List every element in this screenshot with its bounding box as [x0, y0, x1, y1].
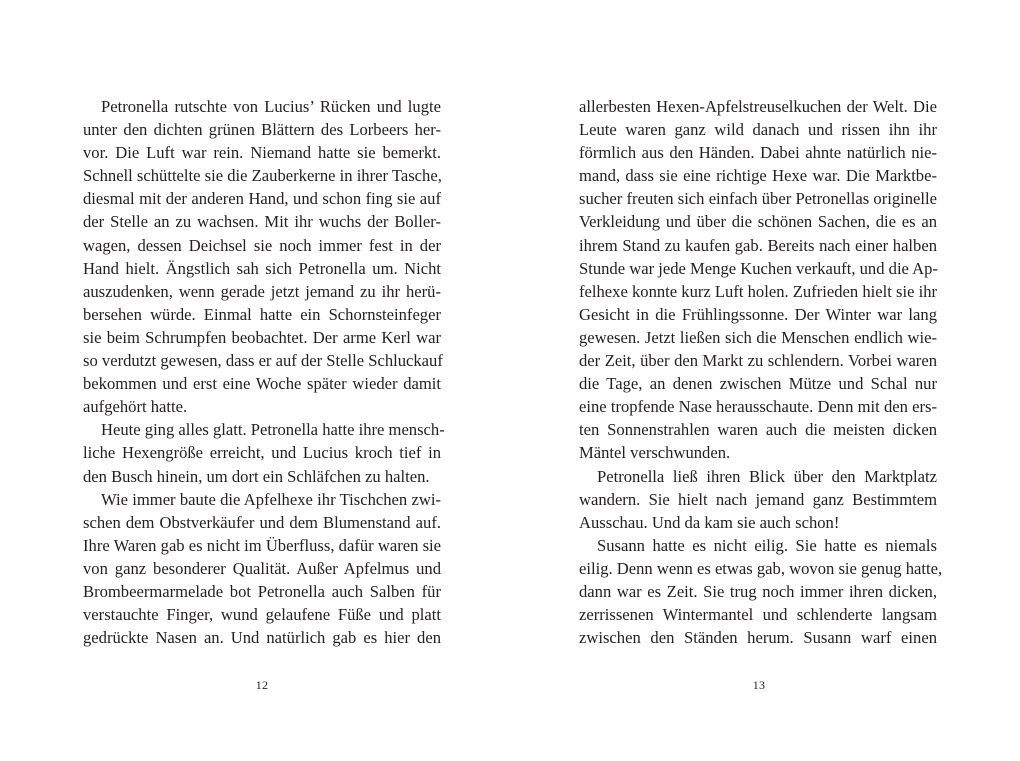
paragraph [579, 534, 943, 649]
text-line: mand, dass sie eine richtige Hexe war. Die Marktbe- [579, 166, 937, 186]
text-line: zerrissenen Wintermantel und schlenderte langsam [579, 605, 937, 625]
text-line: wagen, dessen Deichsel sie noch immer fest in der [83, 235, 441, 255]
text-line: Ihre Waren gab es nicht im Überfluss, dafür waren sie [83, 535, 441, 555]
paragraph [83, 418, 445, 487]
text-line: gedrückte Nasen an. Und natürlich gab es hier den [83, 628, 441, 648]
right-page-number: 13 [752, 678, 766, 692]
text-line: Gesicht in die Frühlingssonne. Der Winter war lang [579, 304, 937, 324]
paragraph [83, 95, 441, 418]
text-line: liche Hexengröße erreicht, und Lucius kroch tief in [83, 443, 441, 463]
right-page-text [579, 95, 943, 649]
text-line: Leute waren ganz wild danach und rissen ihn ihr [579, 120, 937, 140]
text-line: Mäntel verschwunden. [579, 443, 731, 463]
text-line: so verdutzt gewesen, dass er auf der Stelle Schluckauf [83, 351, 443, 371]
text-line: allerbesten Hexen-Apfelstreuselkuchen der Welt. Die [579, 97, 937, 116]
text-line: der Zeit, über den Markt zu schlendern. Vorbei waren [579, 351, 937, 371]
text-line: Verkleidung und über die schönen Sachen, die es an [579, 212, 937, 232]
text-line: Ausschau. Und da kam sie auch schon! [579, 512, 840, 532]
text-line: Hand hielt. Ängstlich sah sich Petronella um. Nicht [83, 258, 441, 278]
text-line: den Busch hinein, um dort ein Schläfchen zu halten. [83, 466, 430, 486]
left-page-number: 12 [255, 678, 269, 692]
text-line: der Stelle an zu wachsen. Mit ihr wuchs der Boller- [83, 212, 441, 232]
text-line: Heute ging alles glatt. Petronella hatte ihre mensch- [101, 420, 445, 440]
text-line: förmlich aus den Händen. Dabei ahnte natürlich nie- [579, 143, 937, 163]
text-line: ten Sonnenstrahlen waren auch die meisten dicken [579, 420, 937, 440]
text-line: bersehen würde. Einmal hatte ein Schornsteinfeger [83, 304, 441, 324]
text-line: wandern. Sie hielt nach jemand ganz Bestimmtem [579, 489, 937, 509]
text-line: gewesen. Jetzt ließen sich die Menschen endlich wie- [579, 327, 937, 347]
text-line: von ganz besonderer Qualität. Außer Apfelmus und [83, 558, 441, 578]
text-line: verstauchte Finger, wund gelaufene Füße und platt [83, 605, 441, 625]
text-line: die Tage, an denen zwischen Mütze und Schal nur [579, 374, 937, 394]
text-line: unter den dichten grünen Blättern des Lorbeers her- [83, 120, 441, 140]
paragraph [579, 465, 937, 534]
paragraph [579, 95, 937, 465]
text-line: Petronella rutschte von Lucius’ Rücken und lugte [101, 97, 441, 116]
text-line: zwischen den Ständen herum. Susann warf einen [579, 628, 937, 648]
text-line: Stunde war jede Menge Kuchen verkauft, und die Ap- [579, 258, 938, 278]
text-line: Brombeermarmelade bot Petronella auch Salben für [83, 581, 441, 601]
text-line: auszudenken, wenn gerade jetzt jemand zu ihr herü- [83, 281, 441, 301]
text-line: Schnell schüttelte sie die Zauberkerne in ihrer Tasche, [83, 166, 442, 186]
text-line: aufgehört hatte. [83, 397, 188, 417]
text-line: schen dem Obstverkäufer und dem Blumenstand auf. [83, 512, 441, 532]
text-line: diesmal mit der anderen Hand, und schon fing sie auf [83, 189, 441, 209]
left-page-text [83, 95, 445, 649]
text-line: Petronella ließ ihren Blick über den Marktplatz [597, 466, 937, 486]
paragraph [83, 488, 441, 650]
text-line: bekommen und erst eine Woche später wieder damit [83, 374, 441, 394]
text-line: ihrem Stand zu kaufen gab. Bereits nach einer halben [579, 235, 937, 255]
text-line: eine tropfende Nase herausschaute. Denn mit den ers- [579, 397, 937, 417]
text-line: Wie immer baute die Apfelhexe ihr Tischchen zwi- [101, 489, 441, 509]
text-line: eilig. Denn wenn es etwas gab, wovon sie genug hatte, [579, 558, 943, 578]
text-line: felhexe konnte kurz Luft holen. Zufrieden hielt sie ihr [579, 281, 938, 301]
text-line: dann war es Zeit. Sie trug noch immer ihren dicken, [579, 581, 937, 601]
text-line: Susann hatte es nicht eilig. Sie hatte es niemals [597, 535, 937, 555]
text-line: vor. Die Luft war rein. Niemand hatte sie bemerkt. [83, 143, 441, 163]
text-line: sucher freuten sich einfach über Petronellas originelle [579, 189, 937, 209]
text-line: sie beim Schrumpfen beobachtet. Der arme Kerl war [83, 327, 441, 347]
